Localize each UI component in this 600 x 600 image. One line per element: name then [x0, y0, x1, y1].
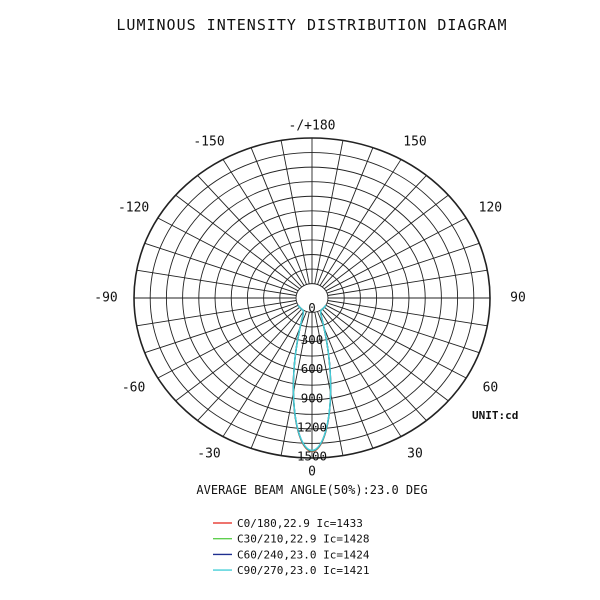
radial-tick-label: 900 [300, 390, 324, 406]
grid-spoke [315, 140, 343, 283]
legend [213, 517, 370, 577]
radial-tick-label: 600 [300, 361, 324, 377]
angle-label: 90 [510, 290, 526, 306]
grid-spoke [328, 300, 488, 325]
angle-label: -/+180 [288, 118, 336, 134]
angle-label: -150 [193, 134, 225, 150]
grid-spoke [176, 195, 300, 289]
grid-spoke [198, 175, 302, 287]
unit-label: UNIT:cd [472, 409, 519, 422]
grid-spoke [322, 175, 426, 287]
legend-label: C0/180,22.9 Ic=1433 [237, 517, 363, 530]
angle-label: 60 [482, 380, 499, 396]
legend-label: C60/240,23.0 Ic=1424 [237, 548, 370, 562]
grid-spoke [176, 307, 300, 401]
legend-label: C90/270,23.0 Ic=1421 [237, 564, 370, 578]
angle-label: 30 [407, 446, 423, 462]
grid-spoke [281, 140, 309, 283]
grid-spoke [322, 309, 426, 421]
grid-spoke [198, 309, 302, 421]
angle-label: -120 [117, 200, 150, 216]
grid-spoke [137, 270, 297, 295]
grid-spoke [328, 270, 488, 295]
grid-spoke [324, 307, 448, 401]
angle-label: -30 [197, 446, 221, 462]
angle-label: -60 [121, 380, 146, 396]
polar-grid [134, 138, 490, 458]
radial-tick-label: 1200 [296, 419, 328, 435]
angle-label: 120 [478, 200, 503, 216]
radial-tick-label: 0 [308, 299, 316, 315]
legend-label: C30/210,22.9 Ic=1428 [237, 532, 370, 546]
radial-tick-label: 300 [300, 332, 324, 348]
angle-label: 150 [403, 134, 427, 150]
grid-spoke [137, 300, 297, 325]
angle-label: 0 [308, 464, 316, 480]
beam-angle-text: AVERAGE BEAM ANGLE(50%):23.0 DEG [196, 483, 428, 497]
radial-tick-label: 1500 [296, 448, 328, 464]
chart-title: LUMINOUS INTENSITY DISTRIBUTION DIAGRAM [116, 16, 508, 34]
angle-label: -90 [94, 290, 118, 306]
grid-spoke [324, 195, 448, 289]
